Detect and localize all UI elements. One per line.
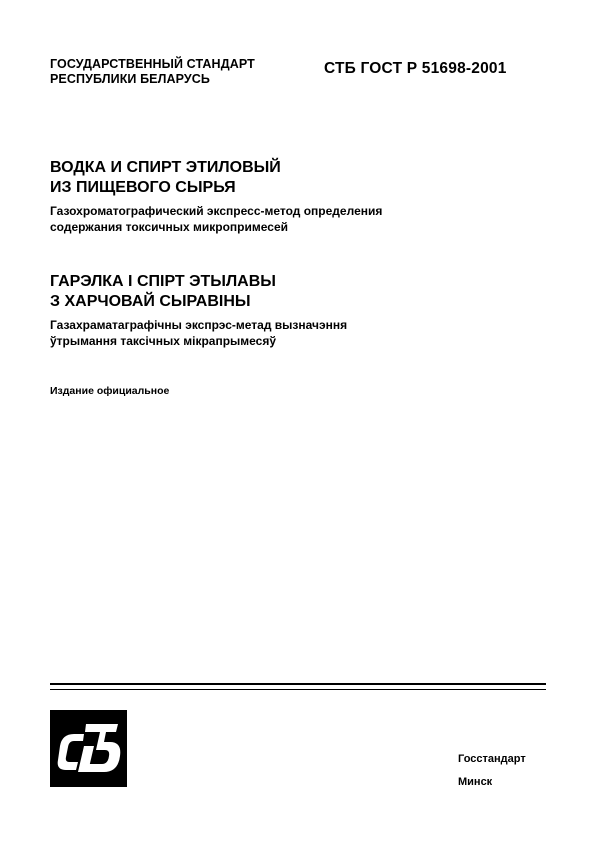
subtitle-ru-line-1: Газохроматографический экспресс-метод определения	[50, 204, 383, 218]
publisher-name: Госстандарт	[458, 753, 526, 765]
stb-logo-graphic	[50, 710, 127, 787]
subtitle-belarusian	[50, 317, 347, 349]
stb-logo-icon	[50, 710, 127, 787]
org-line-1: ГОСУДАРСТВЕННЫЙ СТАНДАРТ	[50, 57, 255, 71]
subtitle-by-line-1: Газахраматаграфічны экспрэс-метад вызначэння	[50, 318, 348, 332]
title-ru-line-2: ИЗ ПИЩЕВОГО СЫРЬЯ	[50, 179, 236, 196]
title-russian	[50, 158, 281, 198]
publisher	[458, 748, 526, 794]
subtitle-by-line-2: ўтрымання таксічных мікрапрымесяў	[50, 334, 277, 348]
title-ru-line-1: ВОДКА И СПИРТ ЭТИЛОВЫЙ	[50, 159, 281, 176]
subtitle-russian	[50, 203, 382, 235]
issuing-organization	[50, 57, 255, 87]
publisher-city: Минск	[458, 776, 493, 788]
footer-divider-thin	[50, 689, 546, 690]
title-by-line-2: З ХАРЧОВАЙ СЫРАВІНЫ	[50, 293, 251, 310]
title-belarusian	[50, 272, 276, 312]
title-by-line-1: ГАРЭЛКА І СПІРТ ЭТЫЛАВЫ	[50, 273, 276, 290]
org-line-2: РЕСПУБЛИКИ БЕЛАРУСЬ	[50, 72, 210, 86]
footer-divider-thick	[50, 683, 546, 685]
standard-code: СТБ ГОСТ Р 51698-2001	[324, 60, 507, 77]
subtitle-ru-line-2: содержания токсичных микропримесей	[50, 220, 289, 234]
edition-note: Издание официальное	[50, 385, 170, 397]
